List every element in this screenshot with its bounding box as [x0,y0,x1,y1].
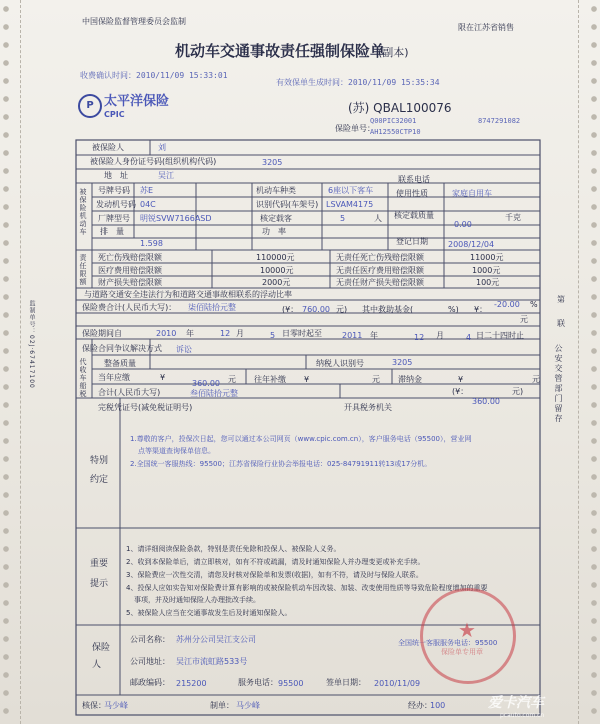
medical-nofault-label: 无责任医疗费用赔偿限额 [336,266,424,275]
notice-item-2: 2、收到本保险单后，请立即核对，如有不符或疏漏，请及时通知保险人并办理变更或补充手续。 [126,558,425,566]
premium-total-close: 元) [336,305,348,314]
print-line-3: AH12550CTP10 [370,128,421,136]
tax-office-label: 开具税务机关 [344,403,392,412]
premium-total-upper: 柒佰陆拾元整 [188,303,236,312]
premium-total-label: 保险费合计(人民币大写)： [82,303,177,312]
engine-value: 04C [140,200,156,209]
seal-star-icon: ★ [458,618,476,642]
period-end-year-unit: 年 [370,331,378,340]
print-line-1: Q00PIC32001 [370,117,417,125]
special-agreement-label: 特别约定 [90,456,109,485]
arrears-symbol: ¥ [304,375,310,384]
use-label: 使用性质 [396,189,428,198]
notice-item-4: 4、投保人应如实告知对保险费计算有影响的或被保险机动车因改装、加装、改变使用性质等导致危险程度增加的重要 [126,584,488,592]
property-value: 2000元 [262,278,291,287]
period-start-month: 12 [220,329,231,338]
vin-label: 识别代码(车架号) [256,200,319,209]
print-line-2: 8747291082 [478,117,521,125]
arrears-unit: 元 [372,375,380,384]
current-tax-unit: 元 [228,375,236,384]
rescue-fund-symbol: ¥： [474,305,488,314]
tax-sum-close: 元) [512,387,524,396]
vehicle-type-label: 机动车种类 [256,186,296,195]
float-rate-unit: % [530,300,538,309]
property-label: 财产损失赔偿限额 [98,278,162,287]
taxpayer-label: 纳税人识别号 [316,359,364,368]
rescue-fund-label: 其中救助基金( [362,305,414,314]
property-nofault-value: 100元 [476,278,500,287]
id-value: 3205 [262,158,283,167]
period-end-year: 2011 [342,331,363,340]
company-name-en: CPIC [104,110,125,119]
notice-item-6: 5、被保险人应当在交通事故发生后及时通知保险人。 [126,609,292,617]
regdate-label: 登记日期 [396,237,428,246]
death-label: 死亡伤残赔偿限额 [98,253,162,262]
arrears-label: 往年补缴 [254,375,286,384]
current-tax-value: 360.00 [192,379,220,388]
seats-label: 核定载客 [260,214,292,223]
property-nofault-label: 无责任财产损失赔偿限额 [336,278,424,287]
premium-total-symbol: (¥： [282,305,299,314]
tax-sum-value: 360.00 [472,397,500,406]
tax-sum-label: 合计(人民币大写) [98,388,161,397]
death-value: 110000元 [256,253,295,262]
mass-unit: 千克 [505,213,521,222]
period-start-suffix: 日零时起至 [282,329,322,338]
side-label-lian: 联 [557,319,565,328]
issuer-label: 制单： [210,701,234,710]
region-text: 限在江苏省销售 [458,23,514,32]
side-label-di: 第 [557,295,565,304]
cpic-logo-icon: P [78,94,102,118]
period-end-day: 4 [466,333,472,342]
seats-value: 5 [340,214,346,223]
liability-group-label: 责任限额 [79,254,87,286]
checker-label: 核保： [82,701,106,710]
effective-generated-time: 有效保单生成时间：2010/11/09 15:35:34 [276,78,440,87]
policy-number-label: 保险单号： [335,124,375,133]
mass-value: 0.00 [454,220,472,229]
tax-group-label: 代收车船税 [79,358,87,398]
address-label: 地 址 [104,171,128,180]
insurer-service-line: 全国统一客服服务电话：95500 [398,639,498,647]
dispute-label: 保险合同争议解决方式 [82,344,162,353]
mass-label: 核定载质量 [394,211,434,220]
late-fee-unit: 元 [532,375,540,384]
rescue-fund-unit: 元 [520,315,528,324]
vin-value: LSVAM4175 [326,200,374,209]
insurer-address-label: 公司地址： [130,657,170,666]
medical-label: 医疗费用赔偿限额 [98,266,162,275]
insurer-name-value: 苏州分公司吴江支公司 [176,635,256,644]
insurer-label: 保险人 [92,643,111,670]
insurer-address-value: 吴江市流虹路533号 [176,657,248,666]
period-label: 保险期间自 [82,329,122,338]
curb-label: 整备质量 [104,359,136,368]
period-start-month-unit: 月 [236,329,244,338]
hotline-value: 95500 [278,679,304,688]
vehicle-type-value: 6座以下客车 [328,186,374,195]
displacement-value: 1.598 [140,239,163,248]
insured-label: 被保险人 [92,143,124,152]
seats-unit: 人 [374,214,382,223]
model-label: 厂牌型号 [98,214,130,223]
notice-item-3: 3、保险费应一次性交清，请您及时核对保险单和发票(收据)，如有不符，请及时与保险人联系。 [126,571,423,579]
death-nofault-value: 11000元 [470,253,504,262]
checker-value: 马少峰 [104,701,128,710]
tax-cert-label: 完税凭证号(减免税证明号) [98,403,193,412]
notice-item-1: 1、请详细阅读保险条款，特别是责任免除和投保人、被保险人义务。 [126,545,341,553]
signdate-label: 签单日期： [326,678,366,687]
medical-nofault-value: 1000元 [472,266,501,275]
postcode-label: 邮政编码： [130,678,170,687]
period-end-month-unit: 月 [436,331,444,340]
special-line-1: 1.尊敬的客户，投保次日起，您可以通过本公司网页（www.cpic.com.cn），客户服务电话（95500），营业网 [130,435,472,443]
rescue-fund-pct: %) [448,305,459,314]
side-label-copy-holder: 公安交管部门留存 [554,344,563,424]
float-rate-label: 与道路交通安全违法行为和道路交通事故相联系的浮动比率 [84,290,292,299]
float-rate-value: -20.00 [494,300,520,309]
use-value: 家庭自用车 [452,189,492,198]
notice-label: 重要提示 [90,559,109,589]
copy-label: (副本) [378,46,409,59]
special-line-2: 点等渠道查询保单信息。 [138,447,215,455]
address-value: 吴江 [158,171,174,180]
insured-value: 刘 [158,143,166,152]
displacement-label: 排 量 [100,227,124,236]
watermark-url: pcauto.com.cn [500,712,545,719]
model-value: 明锐SVW7166ASD [140,214,212,223]
issuer-value: 马少峰 [236,701,260,710]
period-start-year: 2010 [156,329,177,338]
current-tax-label: 当年应缴 [98,373,130,382]
company-name-cn: 太平洋保险 [104,94,170,109]
postcode-value: 215200 [176,679,207,688]
page-title: 机动车交通事故责任强制保险单 [175,42,386,60]
period-start-day: 5 [270,331,276,340]
death-nofault-label: 无责任死亡伤残赔偿限额 [336,253,424,262]
policy-number: (苏) QBAL100076 [348,101,452,115]
period-end-month: 12 [414,333,425,342]
handler-label: 经办： [408,701,432,710]
side-control-number: 监制单号：02J·67417100 [28,300,35,389]
late-fee-label: 滞纳金 [398,375,422,384]
vehicle-group-label: 被保险机动车 [79,188,87,236]
hotline-label: 服务电话： [238,678,278,687]
notice-item-5: 事项，并及时通知保险人办理批改手续。 [134,596,260,604]
engine-label: 发动机号码 [96,200,136,209]
phone-label: 联系电话 [398,175,430,184]
period-end-suffix: 日二十四时止 [476,331,524,340]
signdate-value: 2010/11/09 [374,679,421,688]
seal-text: 保险单专用章 [441,648,483,656]
late-fee-symbol: ¥ [458,375,464,384]
taxpayer-value: 3205 [392,358,413,367]
premium-total-amount: 760.00 [302,305,330,314]
company-seal [420,588,516,684]
dispute-value: 诉讼 [176,345,192,354]
power-label: 功 率 [262,227,286,236]
tax-sum-upper: 叁佰陆拾元整 [190,389,238,398]
supervisor-text: 中国保险监督管理委员会监制 [82,17,186,26]
fee-confirm-time: 收费确认时间：2010/11/09 15:33:01 [80,71,228,80]
regdate-value: 2008/12/04 [448,240,495,249]
special-line-3: 2.全国统一客服热线：95500；江苏省保险行业协会举报电话：025-84791911转13或17分机。 [130,460,432,468]
plate-value: 苏E [140,186,154,195]
insurer-name-label: 公司名称： [130,635,170,644]
tax-sum-symbol: (¥： [452,387,469,396]
plate-label: 号牌号码 [98,186,130,195]
handler-value: 100 [430,701,446,710]
id-label: 被保险人身份证号码(组织机构代码) [90,157,217,166]
period-start-year-unit: 年 [186,329,194,338]
medical-value: 10000元 [260,266,294,275]
current-tax-symbol: ¥ [160,373,166,382]
watermark-logo: 爱卡汽车 [488,695,544,711]
